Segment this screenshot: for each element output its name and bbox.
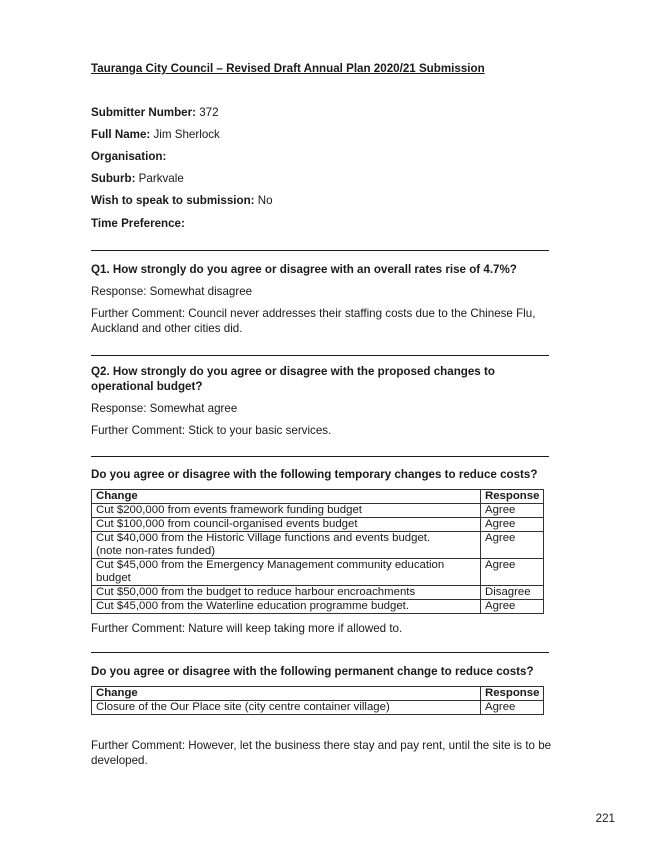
organisation-label: Organisation: <box>91 150 167 163</box>
permanent-change-table <box>91 686 544 715</box>
table-row <box>92 600 544 614</box>
change-column-header: Change <box>92 687 481 701</box>
table-row <box>92 532 544 559</box>
temporary-changes-comment: Further Comment: Nature will keep taking more if allowed to. <box>91 622 403 635</box>
table-header-row <box>92 687 544 701</box>
response-cell: Agree <box>481 701 544 715</box>
suburb-value: Parkvale <box>138 172 184 185</box>
submitter-number-value: 372 <box>199 106 219 119</box>
q1-response: Response: Somewhat disagree <box>91 285 253 298</box>
change-cell: Cut $45,000 from the Waterline education programme budget. <box>92 600 481 614</box>
change-note: (note non-rates funded) <box>96 545 216 557</box>
time-preference-label: Time Preference: <box>91 217 185 230</box>
response-cell: Agree <box>481 559 544 586</box>
permanent-change-comment: Further Comment: However, let the business there stay and pay rent, until the site is to be developed. <box>91 739 552 767</box>
change-text: Cut $40,000 from the Historic Village functions and events budget. <box>96 532 431 544</box>
change-cell: Cut $45,000 from the Emergency Management community education budget <box>92 559 481 586</box>
table-row <box>92 701 544 715</box>
response-cell: Agree <box>481 600 544 614</box>
divider <box>91 652 549 653</box>
table-row <box>92 504 544 518</box>
full-name-field <box>91 128 220 141</box>
wish-to-speak-label: Wish to speak to submission: <box>91 194 255 207</box>
q2-response: Response: Somewhat agree <box>91 402 238 415</box>
response-cell: Agree <box>481 518 544 532</box>
organisation-field <box>91 150 166 163</box>
change-column-header: Change <box>92 490 481 504</box>
time-preference-field <box>91 217 185 230</box>
response-cell: Disagree <box>481 586 544 600</box>
submitter-number-field <box>91 106 219 119</box>
change-cell: Cut $100,000 from council-organised events budget <box>92 518 481 532</box>
full-name-label: Full Name: <box>91 128 151 141</box>
change-cell: Cut $200,000 from events framework funding budget <box>92 504 481 518</box>
divider <box>91 250 549 251</box>
table-row <box>92 559 544 586</box>
table-row <box>92 518 544 532</box>
divider <box>91 355 549 356</box>
response-column-header: Response <box>481 490 544 504</box>
q1-question: Q1. How strongly do you agree or disagree with an overall rates rise of 4.7%? <box>91 263 517 276</box>
temporary-changes-question: Do you agree or disagree with the following temporary changes to reduce costs? <box>91 468 538 481</box>
document-title: Tauranga City Council – Revised Draft Annual Plan 2020/21 Submission <box>91 62 485 75</box>
page-number: 221 <box>595 812 615 825</box>
divider <box>91 456 549 457</box>
full-name-value: Jim Sherlock <box>153 128 220 141</box>
table-row <box>92 586 544 600</box>
response-column-header: Response <box>481 687 544 701</box>
suburb-field <box>91 172 184 185</box>
wish-to-speak-field <box>91 194 273 207</box>
response-cell: Agree <box>481 532 544 559</box>
q2-question: Q2. How strongly do you agree or disagree with the proposed changes to operational budget? <box>91 365 495 393</box>
permanent-change-question: Do you agree or disagree with the following permanent change to reduce costs? <box>91 665 534 678</box>
response-cell: Agree <box>481 504 544 518</box>
change-cell: Cut $50,000 from the budget to reduce harbour encroachments <box>92 586 481 600</box>
change-cell <box>92 532 481 559</box>
change-cell: Closure of the Our Place site (city centre container village) <box>92 701 481 715</box>
table-header-row <box>92 490 544 504</box>
wish-to-speak-value: No <box>257 194 273 207</box>
q2-comment: Further Comment: Stick to your basic services. <box>91 424 332 437</box>
temporary-changes-table <box>91 489 544 614</box>
suburb-label: Suburb: <box>91 172 136 185</box>
submitter-number-label: Submitter Number: <box>91 106 196 119</box>
q1-comment: Further Comment: Council never addresses their staffing costs due to the Chinese Flu, Auckland and other cities did. <box>91 307 536 335</box>
